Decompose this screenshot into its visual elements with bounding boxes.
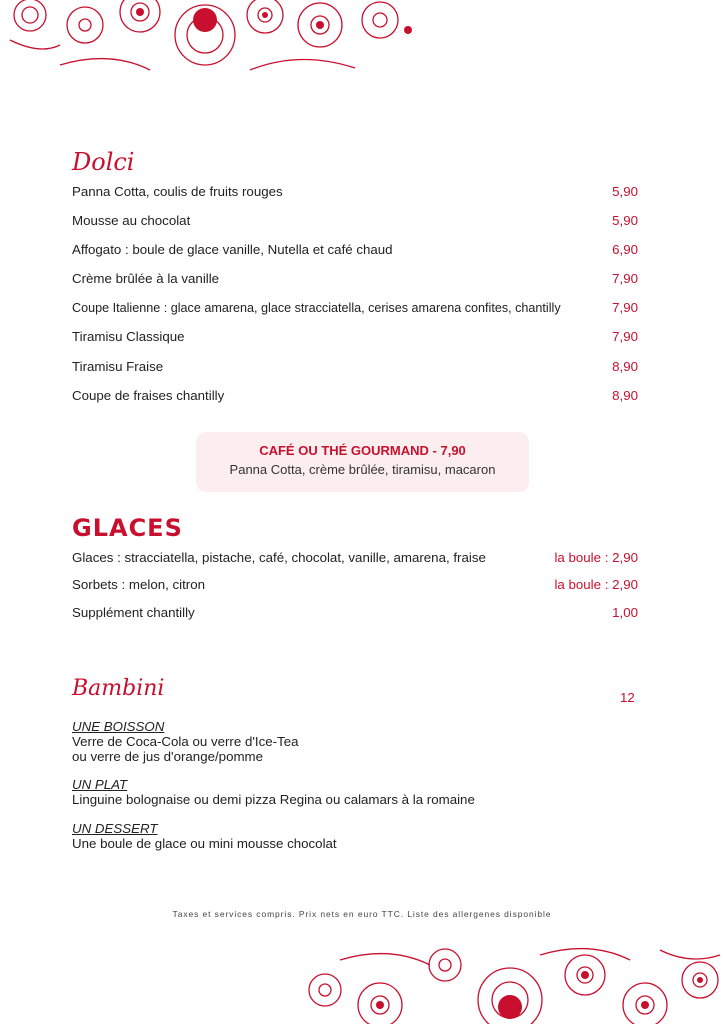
item-price: 5,90 [612, 213, 638, 229]
dessert-heading: UN DESSERT [72, 821, 158, 836]
item-price: la boule : 2,90 [554, 550, 638, 565]
dessert-line-1: Une boule de glace ou mini mousse chocolat [72, 836, 337, 851]
item-name: Affogato : boule de glace vanille, Nutella et café chaud [72, 242, 393, 258]
item-price: la boule : 2,90 [554, 577, 638, 593]
item-price: 1,00 [612, 604, 638, 620]
item-price: 7,90 [612, 271, 638, 287]
bambini-title: Bambini [72, 676, 165, 701]
bambini-price: 12 [620, 690, 635, 705]
plat-line-1: Linguine bolognaise ou demi pizza Regina ou calamars à la romaine [72, 792, 475, 807]
item-name: Glaces : stracciatella, pistache, café, chocolat, vanille, amarena, fraise [72, 550, 486, 565]
menu-item [72, 242, 638, 271]
bambini-plat [72, 777, 475, 807]
item-name: Tiramisu Fraise [72, 358, 164, 374]
floral-decoration-bottom [300, 935, 724, 1024]
gourmand-title: CAFÉ OU THÉ GOURMAND - 7,90 [259, 443, 466, 458]
dolci-title: Dolci [72, 148, 135, 176]
footer-note: Taxes et services compris. Prix nets en euro TTC. Liste des allergenes disponible [172, 909, 552, 919]
item-name: Coupe Italienne : glace amarena, glace stracciatella, cerises amarena confites, chantilly [72, 301, 561, 316]
item-name: Mousse au chocolat [72, 213, 191, 229]
item-name: Tiramisu Classique [72, 329, 185, 345]
item-name: Supplément chantilly [72, 604, 195, 620]
menu-item [72, 271, 638, 300]
menu-item [72, 550, 638, 577]
boisson-line-1: Verre de Coca-Cola ou verre d'Ice-Tea [72, 734, 299, 749]
item-price: 7,90 [612, 329, 638, 345]
menu-item [72, 605, 638, 632]
item-name: Panna Cotta, coulis de fruits rouges [72, 184, 283, 199]
item-name: Sorbets : melon, citron [72, 577, 206, 593]
plat-heading: UN PLAT [72, 777, 128, 792]
item-price: 7,90 [612, 300, 638, 316]
gourmand-box [196, 432, 529, 492]
glaces-list [72, 550, 638, 632]
item-name: Coupe de fraises chantilly [72, 387, 225, 403]
menu-item [72, 213, 638, 242]
menu-item [72, 388, 638, 417]
item-price: 5,90 [612, 184, 638, 199]
menu-item [72, 300, 638, 329]
boisson-line-2: ou verre de jus d'orange/pomme [72, 749, 264, 764]
bambini-dessert [72, 821, 337, 851]
floral-decoration-top [0, 0, 420, 85]
menu-item [72, 329, 638, 358]
boisson-heading: UNE BOISSON [72, 719, 165, 734]
dolci-list [72, 184, 638, 417]
bambini-boisson [72, 719, 298, 764]
item-price: 8,90 [612, 387, 638, 403]
menu-item [72, 359, 638, 388]
menu-item [72, 184, 638, 213]
item-name: Crème brûlée à la vanille [72, 271, 220, 287]
gourmand-description: Panna Cotta, crème brûlée, tiramisu, macaron [229, 462, 496, 477]
item-price: 6,90 [612, 242, 638, 258]
glaces-title: GLACES [72, 514, 183, 542]
menu-item [72, 577, 638, 604]
item-price: 8,90 [612, 358, 638, 374]
